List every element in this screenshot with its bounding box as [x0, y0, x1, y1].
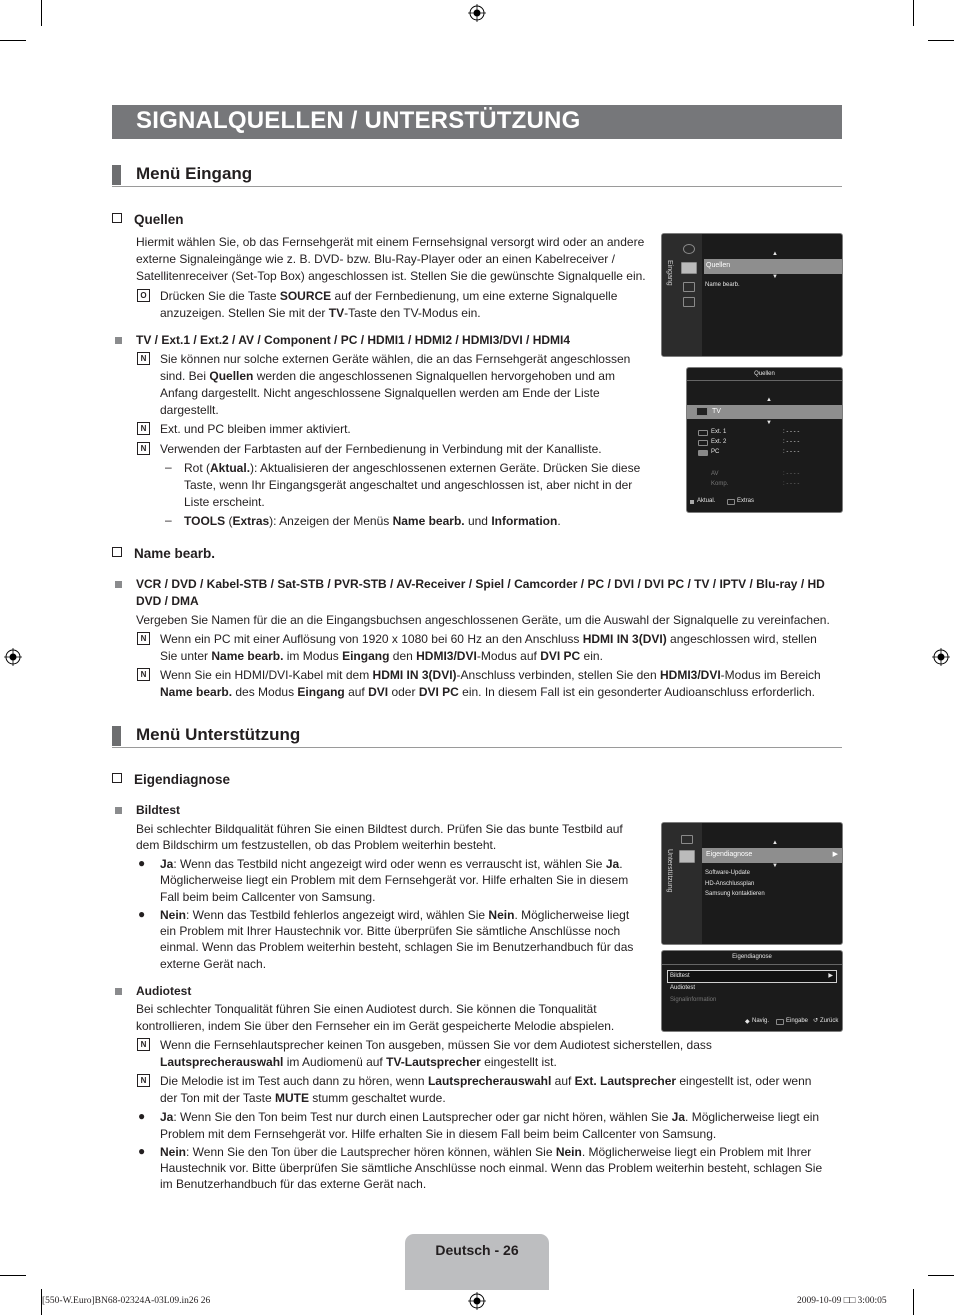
subsection-quellen: Quellen: [112, 212, 184, 227]
scroll-down-icon: ▼: [772, 274, 778, 280]
bullet: ●: [138, 1144, 146, 1158]
section-title: Menü Eingang: [136, 164, 253, 183]
source-item[interactable]: PC: [711, 449, 720, 455]
red-button-icon: [690, 500, 694, 504]
arrow-right-icon: ▶: [832, 851, 838, 858]
option-list: DVD / DMA: [136, 594, 199, 608]
note-text: Lautsprecherauswahl im Audiomenü auf TV-Lautsprecher eingestellt ist.: [160, 1055, 557, 1069]
note-text: Verwenden der Farbtasten auf der Fernbedienung in Verbindung mit der Kanalliste.: [160, 442, 602, 456]
registration-mark-icon: [932, 648, 950, 666]
support-icon: [683, 282, 695, 292]
note-icon: N: [137, 352, 150, 365]
menu-item-hd-anschlussplan[interactable]: HD-Anschlussplan: [705, 881, 755, 887]
menu-header: Quellen: [754, 371, 775, 377]
note-icon: N: [137, 668, 150, 681]
note-text: Drücken Sie die Taste SOURCE auf der Fernbedienung, um eine externe Signalquelle: [160, 289, 618, 303]
scroll-up-icon: ▲: [772, 840, 778, 846]
scroll-up-icon: ▲: [772, 251, 778, 257]
tools-icon: [727, 499, 735, 505]
tv-menu-eigendiagnose: [661, 950, 843, 1032]
list-item: Nein: Wenn Sie den Ton über die Lautsprecher hören können, wählen Sie Nein. Möglicherweise liegt ein Problem mit Ihrer: [160, 1145, 812, 1159]
list-item: Nein: Wenn das Testbild fehlerlos angezeigt wird, wählen Sie Nein. Möglicherweise liegt: [160, 908, 630, 922]
note-text: dargestellt.: [160, 403, 219, 417]
menu-item-quellen[interactable]: Quellen: [704, 259, 842, 274]
crop-mark: [41, 0, 42, 26]
gear-icon: [683, 244, 695, 254]
note-text: anzuzeigen. Stellen Sie mit der TV-Taste den TV-Modus ein.: [160, 306, 481, 320]
note-text: der Ton mit der Taste MUTE stumm geschaltet wurde.: [160, 1091, 446, 1105]
menu-item-audiotest[interactable]: Audiotest: [670, 985, 696, 991]
note-text: Sie unter Name bearb. im Modus Eingang den HDMI3/DVI-Modus auf DVI PC ein.: [160, 649, 603, 663]
scart-icon: [698, 440, 708, 446]
tv-icon: [696, 407, 708, 416]
source-item[interactable]: Ext. 2: [711, 439, 727, 445]
page-title-bar: [112, 105, 842, 139]
list-item: Möglicherweise liegt ein Problem mit dem Fernsehgerät vor. Hilfe erhalten Sie in diesem: [160, 873, 629, 887]
square-bullet-icon: [115, 337, 122, 344]
crop-mark: [928, 1275, 954, 1276]
crop-mark: [0, 1275, 26, 1276]
square-bullet-icon: [115, 807, 122, 814]
crop-mark: [928, 40, 954, 41]
dash-bullet: –: [165, 513, 172, 527]
page-number-tab: [405, 1234, 549, 1290]
option-list: VCR / DVD / Kabel-STB / Sat-STB / PVR-STB / AV-Receiver / Spiel / Camcorder / PC / DVI / DVI PC / TV / IPTV / Blu-ray / HD: [136, 577, 825, 591]
imprint-date: 2009-10-09 □□ 3:00:05: [797, 1296, 887, 1306]
help-icon: [683, 297, 695, 307]
note-icon: N: [137, 422, 150, 435]
paragraph: dem Bildschirm um festzustellen, ob das Problem weiterhin besteht.: [136, 838, 497, 852]
section-title: Menü Unterstützung: [136, 725, 301, 744]
source-item-disabled: AV: [711, 471, 719, 477]
list-item: Ja: Wenn das Testbild nicht angezeigt wird oder wenn es verrauscht ist, wählen Sie Ja.: [160, 857, 623, 871]
crop-mark: [0, 40, 26, 41]
bullet: ●: [138, 856, 146, 870]
list-item: externe Gerät nach.: [160, 957, 267, 971]
square-bullet-icon: [115, 581, 122, 588]
source-status: : - - - -: [783, 471, 800, 477]
menu-item-software-update[interactable]: Software-Update: [705, 870, 751, 876]
scart-icon: [698, 430, 708, 436]
tv-menu-quellen: [686, 367, 843, 513]
item-heading: Bildtest: [136, 803, 181, 817]
note-text: Anfang dargestellt. Nicht angeschlossene Signalquellen werden am Ende der Liste: [160, 386, 600, 400]
footer-hint-navig: Navig.: [752, 1018, 770, 1024]
input-plug-icon: [681, 262, 697, 274]
paragraph: Bei schlechter Tonqualität führen Sie einen Audiotest durch. Sie können die Tonqualität: [136, 1002, 597, 1016]
subsection-name-bearb: Name bearb.: [112, 546, 215, 561]
source-tv[interactable]: TV: [687, 405, 842, 419]
crop-mark: [913, 0, 914, 26]
note-icon: N: [137, 442, 150, 455]
list-item: Haustechnik vor. Bitte überprüfen Sie sämtliche Anschlüsse noch einmal. Wenn das Problem weiterhin besteht, schlagen Sie: [160, 1161, 823, 1175]
source-item-disabled: Komp.: [711, 481, 729, 487]
paragraph: Satellitenreceiver (Set-Top Box) angeschlossen ist. Stellen Sie die gewünschte Signalquelle ein.: [136, 269, 646, 283]
dash-bullet: –: [165, 460, 172, 474]
note-icon: N: [137, 1038, 150, 1051]
source-status: : - - - -: [783, 429, 800, 435]
section-header-eingang: [112, 163, 842, 187]
menu-category-label: Eingang: [666, 260, 673, 286]
paragraph: kontrollieren, indem Sie über den Fernseher ein im Gerät gespeicherte Melodie abspielen.: [136, 1019, 615, 1033]
source-item[interactable]: Ext. 1: [711, 429, 727, 435]
item-heading: Audiotest: [136, 984, 192, 998]
tv-menu-unterstuetzung: [661, 822, 843, 945]
note-text: Ext. und PC bleiben immer aktiviert.: [160, 422, 351, 436]
list-item: Problem mit dem Fernsehgerät vor. Hilfe erhalten Sie in diesem Fall beim beim Callcenter von Samsung.: [160, 1127, 717, 1141]
remote-note-icon: O: [137, 289, 150, 302]
menu-item-signalinformation: Signalinformation: [670, 997, 717, 1003]
enter-icon: [776, 1019, 784, 1025]
scroll-down-icon: ▼: [766, 420, 772, 426]
imprint-file: [550-W.Euro]BN68-02324A-03L09.in26 26: [42, 1296, 211, 1306]
paragraph: externe Signaleingänge wie z. B. DVD- bzw. Blu-Ray-Player oder an einen Kabelreceiver /: [136, 252, 615, 266]
list-item: einmal. Wenn das Problem weiterhin besteht, schlagen Sie im Benutzerhandbuch für das: [160, 940, 634, 954]
bullet: ●: [138, 1109, 146, 1123]
source-status: : - - - -: [783, 481, 800, 487]
note-icon: N: [137, 632, 150, 645]
note-icon: N: [137, 1074, 150, 1087]
registration-mark-icon: [468, 4, 486, 22]
paragraph: Hiermit wählen Sie, ob das Fernsehgerät mit einem Fernsehsignal versorgt wird oder an andere: [136, 235, 645, 249]
note-text: sind. Bei Quellen werden die angeschlossenen Signalquellen hervorgehoben und am: [160, 369, 615, 383]
pc-icon: [698, 450, 708, 456]
tv-menu-eingang: [661, 233, 843, 357]
page-number: Deutsch - 26: [435, 1242, 519, 1258]
registration-mark-icon: [4, 648, 22, 666]
list-item: Taste, wenn Ihr Eingangsgerät angeschaltet und angeschlossen ist, aber nicht in der: [184, 478, 633, 492]
paragraph: Bei schlechter Bildqualität führen Sie einen Bildtest durch. Prüfen Sie das bunte Testbild auf: [136, 822, 623, 836]
list-item: TOOLS (Extras): Anzeigen der Menüs Name bearb. und Information.: [184, 514, 561, 528]
help-icon: [679, 850, 695, 863]
note-text: Wenn Sie ein HDMI/DVI-Kabel mit dem HDMI IN 3(DVI)-Anschluss verbinden, stellen Sie den HDMI3/DVI-Modus im Bereich: [160, 668, 821, 682]
option-list: TV / Ext.1 / Ext.2 / AV / Component / PC / HDMI1 / HDMI2 / HDMI3/DVI / HDMI4: [136, 333, 571, 347]
registration-mark-icon: [468, 1292, 486, 1310]
list-item: Fall beim beim Callcenter von Samsung.: [160, 890, 376, 904]
footer-hint-aktual: Aktual.: [697, 498, 716, 504]
page-title: SIGNALQUELLEN / UNTERSTÜTZUNG: [136, 107, 581, 134]
bullet: ●: [138, 907, 146, 921]
note-text: Sie können nur solche externen Geräte wählen, die an das Fernsehgerät angeschlossen: [160, 352, 631, 366]
section-header-support: [112, 724, 842, 748]
input-plug-icon: [681, 835, 693, 844]
return-icon: ↺: [813, 1018, 819, 1024]
list-item: Ja: Wenn Sie den Ton beim Test nur durch einen Lautsprecher oder gar nicht hören, wählen Sie Ja. Möglicherweise liegt ein: [160, 1110, 820, 1124]
note-text: Wenn die Fernsehlautsprecher keinen Ton ausgeben, müssen Sie vor dem Audiotest sicherstellen, dass: [160, 1038, 712, 1052]
menu-sidebar: [662, 234, 702, 356]
updown-icon: ◆: [745, 1019, 750, 1025]
menu-item-eigendiagnose[interactable]: Eigendiagnose ▶: [702, 848, 842, 863]
menu-header: Eigendiagnose: [732, 954, 772, 960]
menu-item-bildtest[interactable]: Bildtest ▶: [667, 970, 837, 983]
list-item: Rot (Aktual.): Aktualisieren der angeschlossenen externen Geräte. Drücken Sie diese: [184, 461, 641, 475]
crop-mark: [913, 1289, 914, 1315]
source-status: : - - - -: [783, 449, 800, 455]
source-status: : - - - -: [783, 439, 800, 445]
arrow-right-icon: ▶: [828, 973, 833, 979]
list-item: ein Problem mit Ihrer Haustechnik vor. Bitte überprüfen Sie sämtliche Anschlüsse noch: [160, 924, 621, 938]
scroll-up-icon: ▲: [766, 397, 772, 403]
list-item: im Benutzerhandbuch für das externe Gerät nach.: [160, 1177, 427, 1191]
note-text: Die Melodie ist im Test auch dann zu hören, wenn Lautsprecherauswahl auf Ext. Lautsprecher eingestellt ist, oder wenn: [160, 1074, 812, 1088]
note-text: Wenn ein PC mit einer Auflösung von 1920 x 1080 bei 60 Hz an den Anschluss HDMI IN 3(DVI) angeschlossen wird, stellen: [160, 632, 817, 646]
subsection-eigendiagnose: Eigendiagnose: [112, 772, 230, 787]
menu-item-name-bearb[interactable]: Name bearb.: [705, 282, 740, 288]
list-item: Liste erscheint.: [184, 495, 265, 509]
scroll-down-icon: ▼: [772, 863, 778, 869]
square-bullet-icon: [115, 988, 122, 995]
footer-hint-zurueck: Zurück: [820, 1018, 839, 1024]
paragraph: Vergeben Sie Namen für die an die Eingangsbuchsen angeschlossenen Geräte, um die Auswahl der Signalquelle zu vereinfachen.: [136, 613, 830, 627]
note-text: Name bearb. des Modus Eingang auf DVI oder DVI PC ein. In diesem Fall ist ein gesonderter Audioanschluss erforderlich.: [160, 685, 816, 699]
footer-hint-eingabe: Eingabe: [786, 1018, 809, 1024]
menu-item-samsung-kontaktieren[interactable]: Samsung kontaktieren: [705, 891, 765, 897]
footer-hint-extras: Extras: [737, 498, 755, 504]
menu-category-label: Unterstützung: [666, 849, 673, 893]
